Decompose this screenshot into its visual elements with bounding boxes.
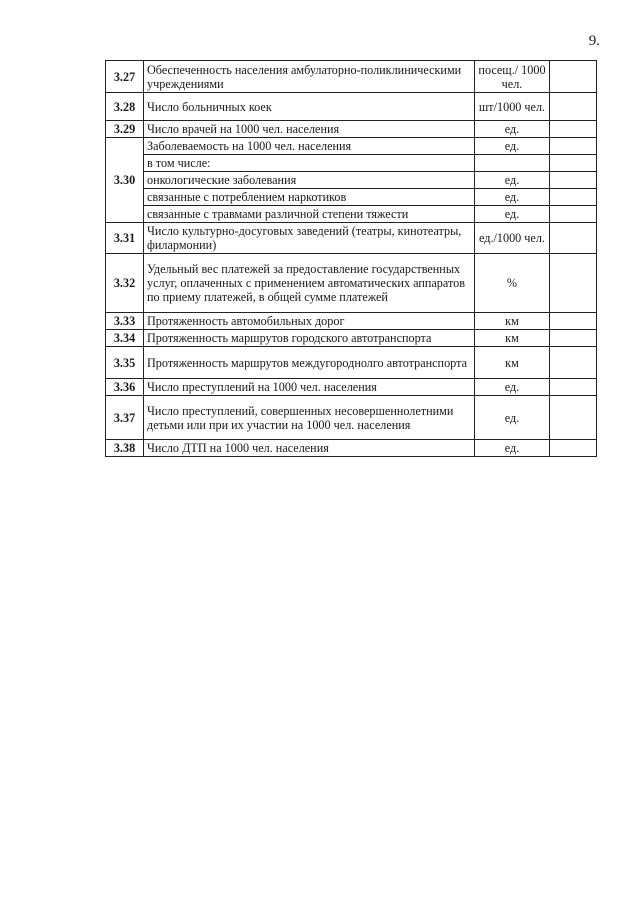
indicator-name: Число ДТП на 1000 чел. населения [144,440,475,457]
indicator-name: онкологические заболевания [144,172,475,189]
table-row [106,223,597,254]
indicator-name: в том числе: [144,155,475,172]
indicator-name: связанные с потреблением наркотиков [144,189,475,206]
table-row [106,347,597,379]
indicator-value-cell [550,379,597,396]
indicator-unit: посещ./ 1000 чел. [475,61,550,93]
indicator-name: Число преступлений, совершенных несовершеннолетними детьми или при их участии на 1000 чел. населения [144,396,475,440]
indicator-value-cell [550,254,597,313]
row-number: 3.32 [106,254,144,313]
row-number: 3.36 [106,379,144,396]
table-row [106,396,597,440]
indicator-value-cell [550,330,597,347]
indicator-value-cell [550,93,597,121]
indicator-unit: шт/1000 чел. [475,93,550,121]
row-number: 3.33 [106,313,144,330]
indicators-table [105,60,597,457]
indicator-value-cell [550,223,597,254]
table-row [106,254,597,313]
indicator-unit: км [475,347,550,379]
indicator-value-cell [550,172,597,189]
indicator-unit: ед. [475,189,550,206]
indicator-unit: км [475,330,550,347]
table-row [106,313,597,330]
indicator-name: Число культурно-досуговых заведений (театры, кинотеатры, филармонии) [144,223,475,254]
table-row [106,330,597,347]
row-number: 3.34 [106,330,144,347]
indicator-unit: ед. [475,172,550,189]
table-row [106,172,597,189]
indicator-value-cell [550,189,597,206]
indicator-name: связанные с травмами различной степени тяжести [144,206,475,223]
table-row [106,206,597,223]
table-row [106,155,597,172]
indicator-unit: ед. [475,138,550,155]
row-number: 3.38 [106,440,144,457]
indicator-name: Протяженность автомобильных дорог [144,313,475,330]
table-row [106,440,597,457]
row-number: 3.27 [106,61,144,93]
page-number: 9. [588,33,600,49]
indicator-name: Обеспеченность населения амбулаторно-поликлиническими учреждениями [144,61,475,93]
table-row [106,93,597,121]
row-number: 3.37 [106,396,144,440]
indicator-unit: км [475,313,550,330]
indicator-value-cell [550,206,597,223]
table-row [106,189,597,206]
indicator-name: Число больничных коек [144,93,475,121]
indicator-value-cell [550,138,597,155]
indicator-value-cell [550,313,597,330]
indicator-value-cell [550,396,597,440]
indicator-name: Число врачей на 1000 чел. населения [144,121,475,138]
indicator-unit: ед./1000 чел. [475,223,550,254]
table-row [106,61,597,93]
indicator-name: Протяженность маршрутов междугороднолго автотранспорта [144,347,475,379]
indicator-name: Удельный вес платежей за предоставление государственных услуг, оплаченных с применением автоматических аппаратов по приему платежей, в общей сумме платежей [144,254,475,313]
indicator-unit: % [475,254,550,313]
indicator-unit: ед. [475,121,550,138]
indicator-name: Протяженность маршрутов городского автотранспорта [144,330,475,347]
indicator-unit: ед. [475,206,550,223]
table-row [106,379,597,396]
row-number: 3.31 [106,223,144,254]
row-number: 3.28 [106,93,144,121]
indicator-value-cell [550,347,597,379]
indicator-value-cell [550,61,597,93]
table-row [106,121,597,138]
indicator-value-cell [550,121,597,138]
indicator-name: Число преступлений на 1000 чел. населения [144,379,475,396]
indicator-unit [475,155,550,172]
indicator-name: Заболеваемость на 1000 чел. населения [144,138,475,155]
indicator-value-cell [550,440,597,457]
row-number: 3.35 [106,347,144,379]
table-row [106,138,597,155]
indicator-unit: ед. [475,440,550,457]
indicator-unit: ед. [475,379,550,396]
indicator-unit: ед. [475,396,550,440]
indicator-value-cell [550,155,597,172]
row-number: 3.30 [106,138,144,223]
row-number: 3.29 [106,121,144,138]
